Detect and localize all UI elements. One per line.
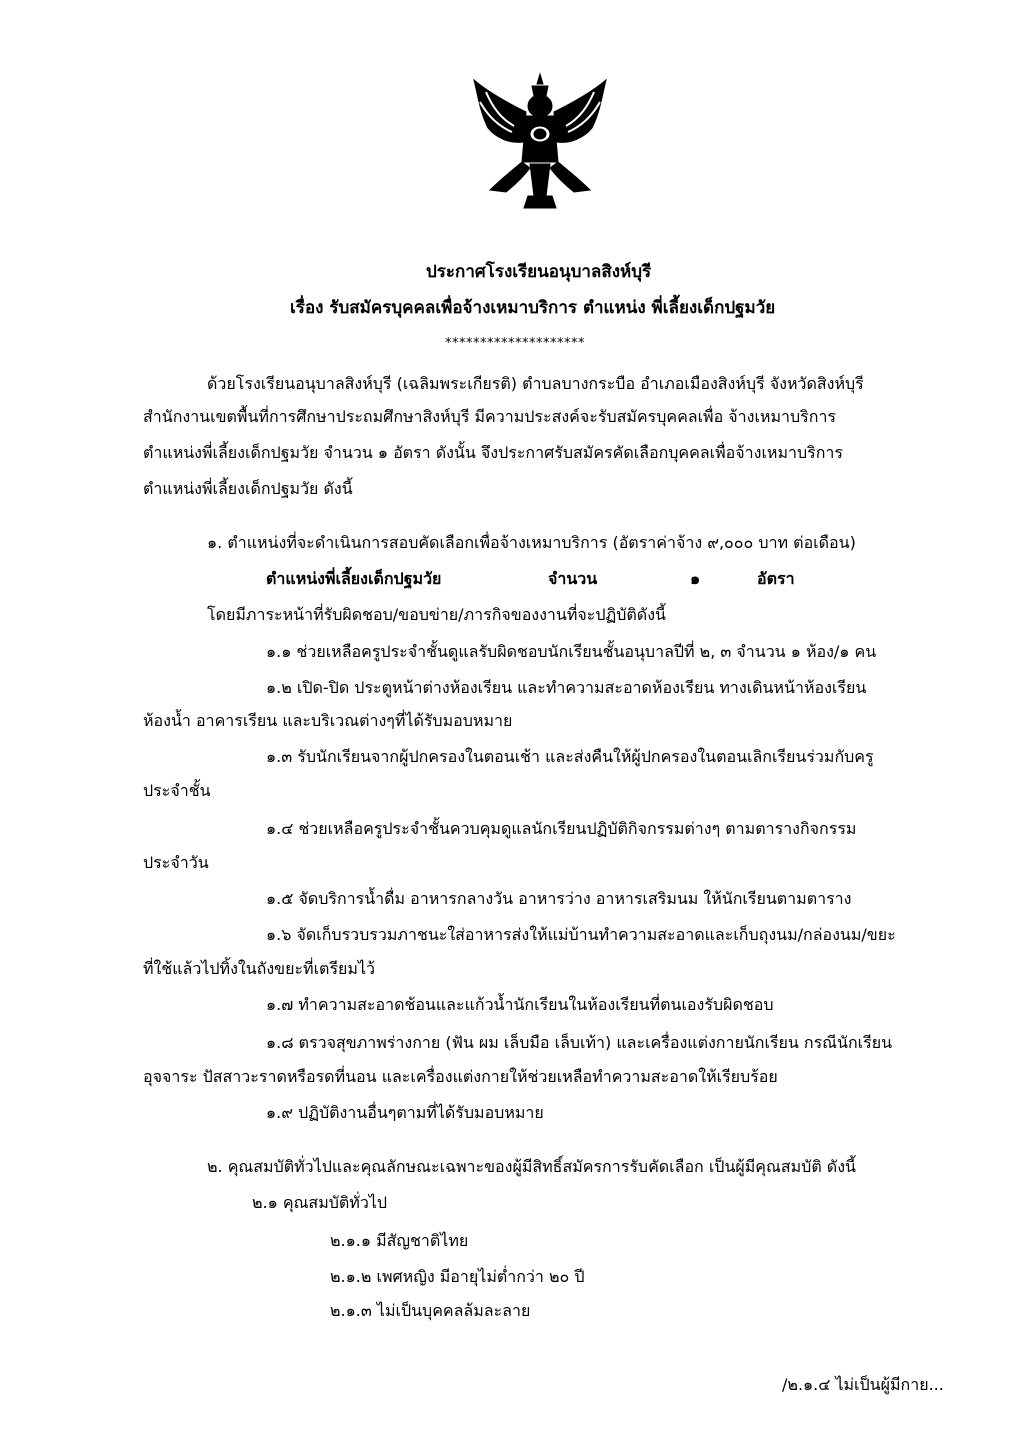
qualification-item: ๒.๑.๑ มีสัญชาติไทย: [330, 1231, 469, 1250]
qualification-item: ๒.๑.๒ เพศหญิง มีอายุไม่ต่ำกว่า ๒๐ ปี: [330, 1267, 585, 1286]
position-count: ๑: [690, 569, 701, 588]
announcement-title: ประกาศโรงเรียนอนุบาลสิงห์บุรี: [426, 262, 652, 282]
duty-line: ๑.๓ รับนักเรียนจากผู้ปกครองในตอนเช้า และส่งคืนให้ผู้ปกครองในตอนเลิกเรียนร่วมกับครู: [266, 747, 874, 766]
duty-line: ๑.๒ เปิด-ปิด ประตูหน้าต่างห้องเรียน และทำความสะอาดห้องเรียน ทางเดินหน้าห้องเรียน: [266, 678, 867, 697]
qualification-item: ๒.๑.๓ ไม่เป็นบุคคลล้มละลาย: [330, 1301, 531, 1320]
header-separator: ********************: [445, 336, 585, 351]
intro-line-4: ตำแหน่งพี่เลี้ยงเด็กปฐมวัย ดังนี้: [143, 479, 353, 498]
duty-line: ๑.๔ ช่วยเหลือครูประจำชั้นควบคุมดูแลนักเรียนปฏิบัติกิจกรรมต่างๆ ตามตารางกิจกรรม: [266, 819, 857, 838]
duty-line: ๑.๕ จัดบริการน้ำดื่ม อาหารกลางวัน อาหารว่าง อาหารเสริมนม ให้นักเรียนตามตาราง: [266, 889, 852, 908]
duties-intro: โดยมีภาระหน้าที่รับผิดชอบ/ขอบข่าย/ภารกิจของงานที่จะปฏิบัติดังนี้: [207, 605, 666, 624]
duty-line: ประจำชั้น: [143, 781, 211, 800]
duty-line: อุจจาระ ปัสสาวะราดหรือรดที่นอน และเครื่องแต่งกายให้ช่วยเหลือทำความสะอาดให้เรียบร้อย: [143, 1067, 778, 1086]
position-name: ตำแหน่งพี่เลี้ยงเด็กปฐมวัย: [266, 569, 442, 588]
duty-line: ๑.๖ จัดเก็บรวบรวมภาชนะใส่อาหารส่งให้แม่บ้านทำความสะอาดและเก็บถุงนม/กล่องนม/ขยะ: [266, 925, 896, 944]
duty-line: ๑.๗ ทำความสะอาดช้อนและแก้วน้ำนักเรียนในห้องเรียนที่ตนเองรับผิดชอบ: [266, 995, 774, 1014]
duty-line: ๑.๘ ตรวจสุขภาพร่างกาย (ฟัน ผม เล็บมือ เล็บเท้า) และเครื่องแต่งกายนักเรียน กรณีนักเรียน: [266, 1033, 893, 1052]
section2-heading: ๒. คุณสมบัติทั่วไปและคุณลักษณะเฉพาะของผู้มีสิทธิ์สมัครการรับคัดเลือก เป็นผู้มีคุณสมบัติ ดังนี้: [207, 1157, 856, 1176]
intro-line-1: ด้วยโรงเรียนอนุบาลสิงห์บุรี (เฉลิมพระเกียรติ) ตำบลบางกระบือ อำเภอเมืองสิงห์บุรี จังหวัดสิงห์บุรี: [207, 374, 864, 393]
garuda-emblem: [466, 72, 614, 212]
continuation-note: /๒.๑.๔ ไม่เป็นผู้มีกาย...: [782, 1375, 944, 1394]
intro-line-3: ตำแหน่งพี่เลี้ยงเด็กปฐมวัย จำนวน ๑ อัตรา ดังนั้น จึงประกาศรับสมัครคัดเลือกบุคคลเพื่อจ้างเหมาบริการ: [143, 443, 843, 462]
intro-line-2: สำนักงานเขตพื้นที่การศึกษาประถมศึกษาสิงห์บุรี มีความประสงค์จะรับสมัครบุคคลเพื่อ จ้างเหมาบริการ: [143, 407, 837, 426]
duty-line: ๑.๙ ปฏิบัติงานอื่นๆตามที่ได้รับมอบหมาย: [266, 1103, 544, 1122]
duty-line: ๑.๑ ช่วยเหลือครูประจำชั้นดูแลรับผิดชอบนักเรียนชั้นอนุบาลปีที่ ๒, ๓ จำนวน ๑ ห้อง/๑ คน: [266, 642, 877, 661]
duty-line: ที่ใช้แล้วไปทิ้งในถังขยะที่เตรียมไว้: [143, 959, 375, 978]
duty-line: ห้องน้ำ อาคารเรียน และบริเวณต่างๆที่ได้รับมอบหมาย: [143, 711, 513, 730]
section1-heading: ๑. ตำแหน่งที่จะดำเนินการสอบคัดเลือกเพื่อจ้างเหมาบริการ (อัตราค่าจ้าง ๙,๐๐๐ บาท ต่อเดือน): [207, 533, 856, 552]
section2-subheading: ๒.๑ คุณสมบัติทั่วไป: [252, 1193, 388, 1212]
position-count-label: จำนวน: [548, 569, 598, 588]
announcement-subject: เรื่อง รับสมัครบุคคลเพื่อจ้างเหมาบริการ ตำแหน่ง พี่เลี้ยงเด็กปฐมวัย: [290, 298, 776, 318]
duty-line: ประจำวัน: [143, 853, 209, 872]
position-unit: อัตรา: [757, 569, 795, 588]
